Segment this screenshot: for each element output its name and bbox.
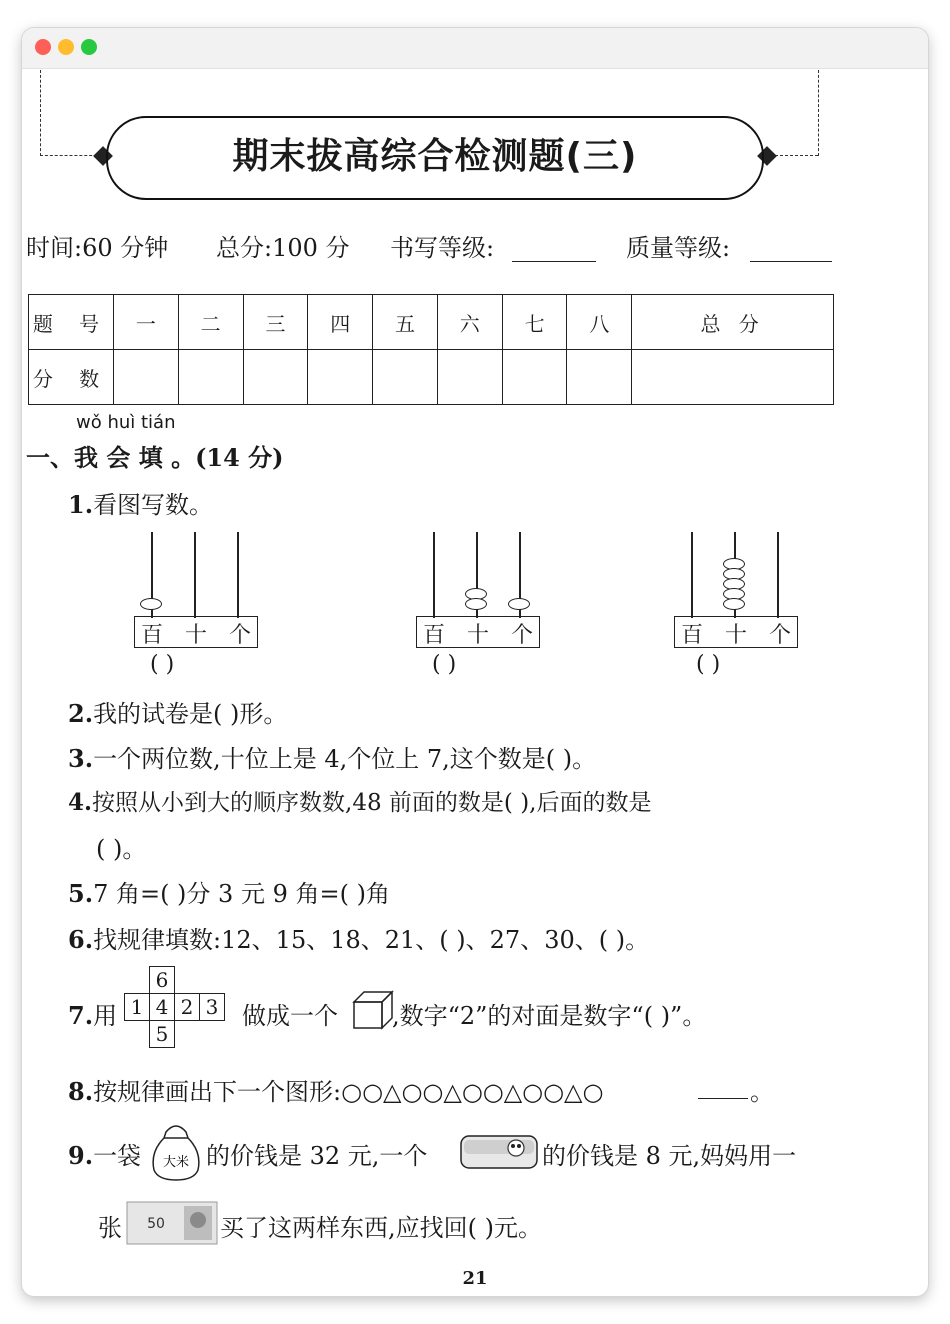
minimize-window-button[interactable]	[58, 39, 74, 55]
score-col-1: 一	[114, 295, 179, 350]
question-9: 9.一袋	[68, 1141, 142, 1170]
question-9-line2-b: 买了这两样东西,应找回( )元。	[220, 1214, 542, 1242]
question-7-text: ,数字“2”的对面是数字“( )”。	[392, 1002, 707, 1030]
answer-blank-abacus-3[interactable]: ( )	[696, 652, 721, 677]
abacus-1: 百 十 个	[134, 532, 264, 672]
score-cell[interactable]	[373, 350, 438, 405]
window-titlebar	[22, 28, 928, 69]
score-col-2: 二	[178, 295, 243, 350]
question-4-continued: ( )。	[96, 835, 147, 863]
quality-grade-blank[interactable]	[750, 261, 832, 262]
cube-icon	[352, 990, 396, 1030]
question-7-suffix: 做成一个	[242, 1002, 338, 1030]
question-8-end: 。	[750, 1078, 774, 1106]
page-title: 期末拔高综合检测题(三)	[232, 136, 638, 177]
document-window	[22, 28, 928, 1296]
score-col-6: 六	[437, 295, 502, 350]
score-cell[interactable]	[632, 350, 834, 405]
score-cell[interactable]	[437, 350, 502, 405]
score-cell[interactable]	[308, 350, 373, 405]
score-cell[interactable]	[178, 350, 243, 405]
cube-net: 6 1 4 2 3 5	[124, 966, 225, 1048]
left-dashed-bracket	[40, 70, 41, 156]
question-9-part3: 的价钱是 8 元,妈妈用一	[542, 1142, 797, 1170]
abacus-2: 百 十 个	[416, 532, 546, 672]
score-col-3: 三	[243, 295, 308, 350]
question-1	[68, 485, 213, 520]
pencil-case-icon	[458, 1126, 542, 1174]
score-row-label: 分 数	[29, 350, 114, 405]
page-number: 21	[462, 1268, 488, 1289]
score-table-header-row	[29, 295, 834, 350]
question-7-number: 7.用	[68, 1001, 118, 1030]
writing-grade-label: 书写等级:	[390, 234, 495, 262]
banknote-icon	[126, 1200, 218, 1246]
question-8: 8.按规律画出下一个图形:○○△○○△○○△○○△○	[68, 1077, 604, 1106]
score-table-score-row	[29, 350, 834, 405]
question-6: 6.找规律填数:12、15、18、21、( )、27、30、( )。	[68, 925, 650, 954]
section-pinyin: wǒ huì tián	[76, 412, 176, 433]
score-col-total: 总 分	[632, 295, 834, 350]
right-dashed-bracket	[818, 70, 819, 156]
total-score-info: 总分:100 分	[216, 234, 350, 262]
score-cell[interactable]	[567, 350, 632, 405]
score-table	[28, 294, 834, 405]
question-1-number: 1.	[68, 490, 94, 519]
answer-blank-abacus-2[interactable]: ( )	[432, 652, 457, 677]
score-col-5: 五	[373, 295, 438, 350]
question-4: 4.按照从小到大的顺序数数,48 前面的数是( ),后面的数是	[68, 789, 652, 816]
time-info: 时间:60 分钟	[26, 234, 169, 262]
svg-text:大米: 大米	[162, 1155, 190, 1170]
question-1-text: 看图写数。	[93, 491, 214, 519]
score-col-4: 四	[308, 295, 373, 350]
score-col-8: 八	[567, 295, 632, 350]
question-9-part2: 的价钱是 32 元,一个	[206, 1142, 428, 1170]
abacus-3: 百 十 个	[674, 532, 804, 672]
question-2: 2.我的试卷是( )形。	[68, 699, 288, 728]
close-window-button[interactable]	[35, 39, 51, 55]
svg-text:50: 50	[147, 1216, 165, 1232]
score-col-7: 七	[502, 295, 567, 350]
question-3: 3.一个两位数,十位上是 4,个位上 7,这个数是( )。	[68, 744, 597, 773]
answer-blank-abacus-1[interactable]: ( )	[150, 652, 175, 677]
rice-bag-icon	[148, 1118, 204, 1182]
question-5: 5.7 角=( )分 3 元 9 角=( )角	[68, 879, 390, 908]
question-8-blank[interactable]	[698, 1098, 748, 1099]
score-cell[interactable]	[502, 350, 567, 405]
section-1-title: 一、我 会 填 。(14 分)	[26, 443, 284, 472]
quality-grade-label: 质量等级:	[626, 234, 731, 262]
score-cell[interactable]	[243, 350, 308, 405]
question-number-label: 题 号	[29, 295, 114, 350]
score-cell[interactable]	[114, 350, 179, 405]
maximize-window-button[interactable]	[81, 39, 97, 55]
question-9-line2-a: 张	[98, 1214, 122, 1242]
writing-grade-blank[interactable]	[512, 261, 596, 262]
